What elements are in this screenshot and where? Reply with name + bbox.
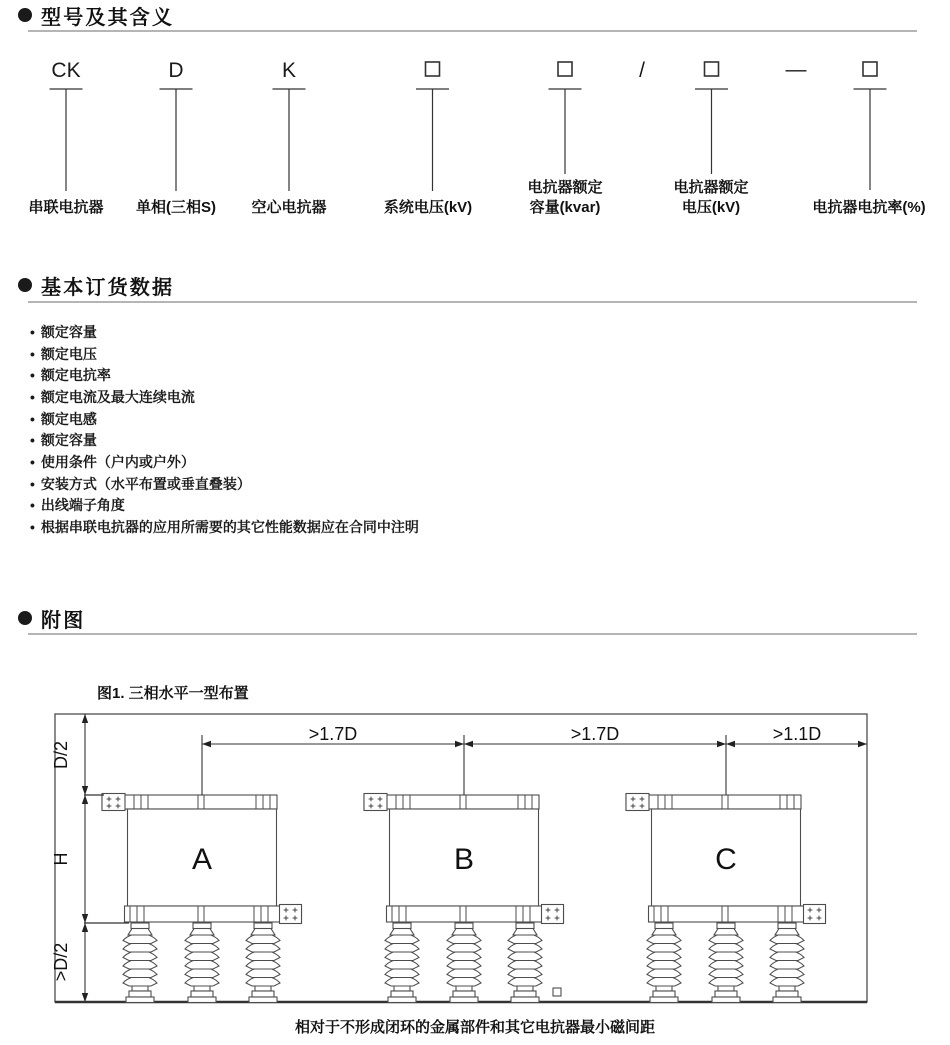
bullet-marker: • [30,345,35,362]
horizontal-dimension-lines [202,735,867,795]
list-item-text: 安装方式（水平布置或垂直叠装） [40,475,251,492]
section-title-model: 型号及其含义 [41,6,175,29]
list-item-text: 使用条件（户内或户外） [40,453,195,470]
list-item [30,364,419,386]
list-item [30,386,419,408]
reactor-a-drawing [102,794,302,1003]
bullet-marker: • [30,323,35,340]
slash-separator: / [639,59,645,82]
code-meaning-label: 电压(kV) [681,199,741,216]
bullet-marker: • [30,475,35,492]
code-meaning-label: 串联电抗器 [28,199,104,216]
list-item [30,429,419,451]
section-header-ordering [18,271,174,299]
section-bullet-icon [18,8,32,22]
model-code-k: K [281,59,297,82]
section-bullet-icon [18,611,32,625]
list-item [30,321,419,343]
code-meaning-label: 电抗器额定 [527,179,603,196]
vertical-dimension-lines [82,714,129,1002]
dash-separator: — [785,58,807,81]
reactor-c-label: C [715,843,737,876]
list-item-text: 额定容量 [40,323,97,340]
model-code-diagram [0,40,950,225]
dimension-label-gd2: >D/2 [51,942,71,982]
list-item-text: 额定电抗率 [40,367,111,384]
section-divider [28,633,917,635]
list-item [30,343,419,365]
ordering-data-list [30,321,419,538]
figure-footnote: 相对于不形成闭环的金属部件和其它电抗器最小磁间距 [294,1019,655,1036]
placeholder-box [426,62,440,76]
section-divider [28,30,917,32]
bullet-marker: • [30,519,35,536]
figure-drawing [40,700,930,1020]
reactor-a-label: A [191,843,213,876]
figure-number-title: 图1. 三相水平一型布置 [97,685,249,702]
dimension-label-c-edge: >1.1D [772,724,822,744]
list-item [30,495,419,517]
dimension-label-ab: >1.7D [308,724,358,744]
section-header-figure [18,604,85,632]
placeholder-box [705,62,719,76]
bullet-marker: • [30,432,35,449]
bullet-marker: • [30,367,35,384]
reactor-b-drawing [364,794,564,1003]
section-divider [28,301,917,303]
list-item [30,473,419,495]
list-item-text: 额定电流及最大连续电流 [40,388,195,405]
bullet-marker: • [30,497,35,514]
model-code-d: D [168,59,184,82]
section-title-figure: 附图 [41,609,86,632]
code-meaning-label: 电抗器额定 [673,179,749,196]
code-meaning-label: 单相(三相S) [136,199,216,216]
list-item-text: 出线端子角度 [40,497,125,514]
dimension-label-bc: >1.7D [570,724,620,744]
placeholder-box [863,62,877,76]
reactor-c-drawing [626,794,826,1003]
list-item [30,516,419,538]
list-item [30,451,419,473]
reactor-b-label: B [453,843,475,876]
code-meaning-label: 空心电抗器 [251,199,327,216]
section-header-model [18,1,174,29]
section-bullet-icon [18,278,32,292]
code-meaning-label: 系统电压(kV) [383,199,473,216]
section-title-ordering: 基本订货数据 [41,276,175,299]
list-item-text: 根据串联电抗器的应用所需要的其它性能数据应在合同中注明 [40,519,419,536]
ground-detail-square [553,988,561,996]
list-item [30,408,419,430]
list-item-text: 额定容量 [40,432,97,449]
bullet-marker: • [30,453,35,470]
code-meaning-label: 电抗器电抗率(%) [812,199,926,216]
bullet-marker: • [30,410,35,427]
code-meaning-label: 容量(kvar) [529,199,601,216]
placeholder-box [558,62,572,76]
dimension-label-h: H [51,852,71,866]
dimension-label-d2: D/2 [51,740,71,770]
list-item-text: 额定电压 [40,345,97,362]
model-code-ck: CK [51,59,81,82]
list-item-text: 额定电感 [40,410,97,427]
drop-lines [50,89,887,191]
bullet-marker: • [30,388,35,405]
